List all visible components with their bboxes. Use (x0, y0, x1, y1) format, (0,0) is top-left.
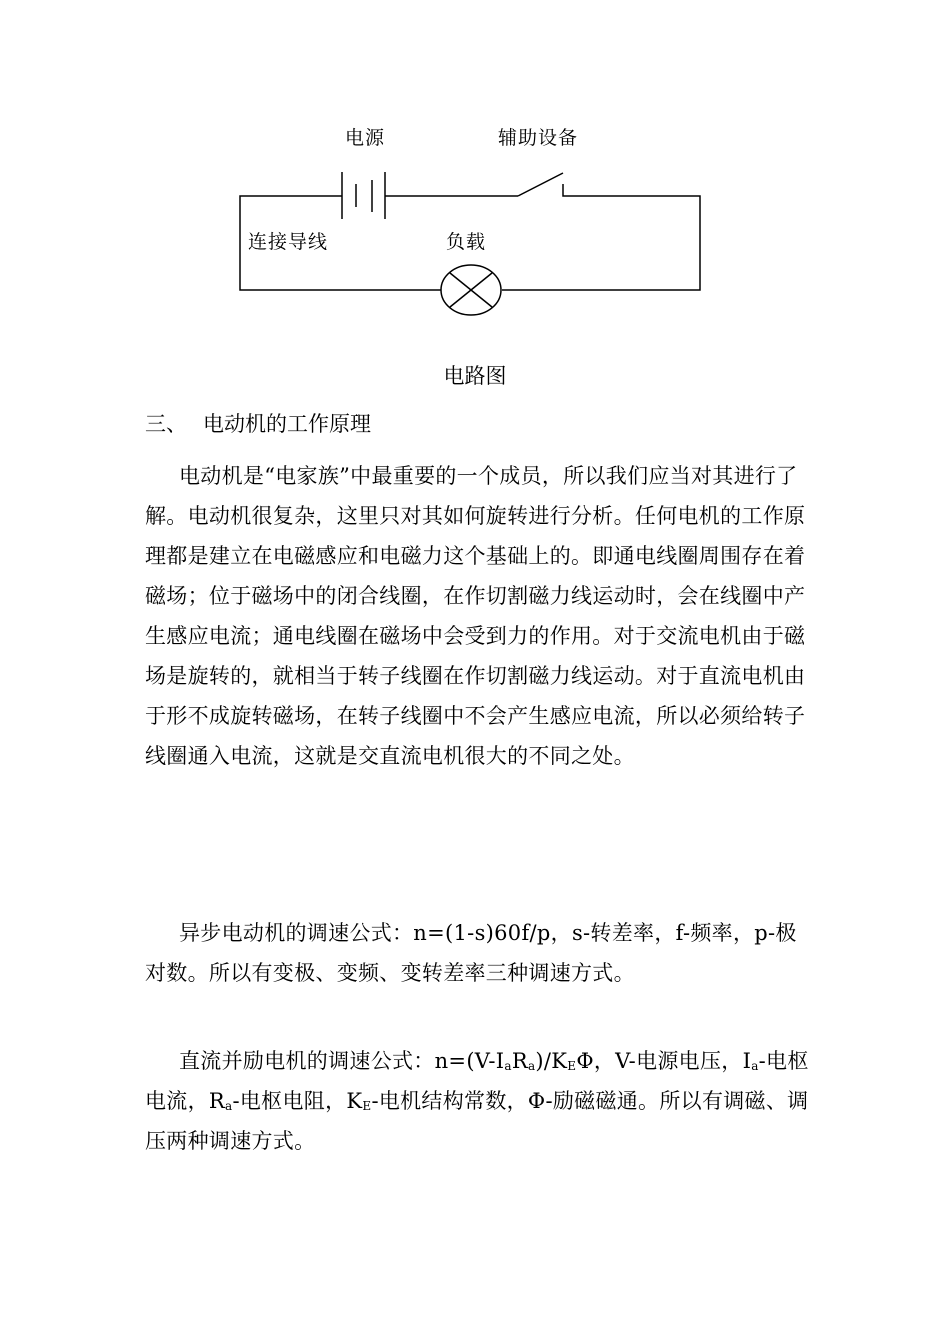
subscript: a (225, 1099, 233, 1113)
section-heading (145, 410, 371, 438)
diagram-caption: 电路图 (443, 364, 507, 388)
switch-blade (518, 173, 563, 196)
label-auxiliary: 辅助设备 (498, 127, 579, 149)
formula-text: 直流并励电机的调速公式：n=(V-I (179, 1049, 505, 1073)
paragraph-text: -电枢电阻，K (232, 1089, 363, 1113)
subscript: E (362, 1099, 372, 1113)
section-title: 电动机的工作原理 (203, 412, 371, 436)
subscript: E (567, 1059, 577, 1073)
paragraph-principle: 电动机是“电家族”中最重要的一个成员，所以我们应当对其进行了解。电动机很复杂，这里只对其如何旋转进行分析。任何电机的工作原理都是建立在电磁感应和电磁力这个基础上的。即通电线圈周围存在着磁场；位于磁场中的闭合线圈，在作切割磁力线运动时，会在线圈中产生感应电流；通电线圈在磁场中会受到力的作用。对于交流电机由于磁场是旋转的，就相当于转子线圈在作切割磁力线运动。对于直流电机由于形不成旋转磁场，在转子线圈中不会产生感应电流，所以必须给转子线圈通入电流，这就是交直流电机很大的不同之处。 (145, 464, 806, 768)
label-power: 电源 (345, 127, 386, 149)
circuit-diagram (230, 118, 720, 328)
formula-text: R (511, 1049, 528, 1073)
subscript: a (527, 1059, 536, 1073)
paragraph-async-speed: 异步电动机的调速公式：n=(1-s)60f/p，s-转差率，f-频率，p-极对数。所以有变极、变频、变转差率三种调速方式。 (145, 921, 797, 985)
section-number: 三、 (145, 412, 187, 436)
paragraph-text: -电机结构常数，Φ-励磁磁通。所以有调磁、调压两种调速方式。 (145, 1089, 809, 1153)
paragraph-dc-speed (145, 1041, 817, 1161)
formula-text: )/K (535, 1049, 568, 1073)
formula-text: Φ，V-电源电压，I (576, 1049, 752, 1073)
circuit-drawing (230, 118, 720, 328)
right-wire (502, 184, 700, 290)
subscript: a (504, 1059, 512, 1073)
subscript: a (751, 1059, 759, 1073)
label-load: 负载 (446, 231, 487, 253)
paragraph-text: -电枢电流，R (145, 1049, 809, 1113)
label-wire: 连接导线 (248, 231, 329, 253)
